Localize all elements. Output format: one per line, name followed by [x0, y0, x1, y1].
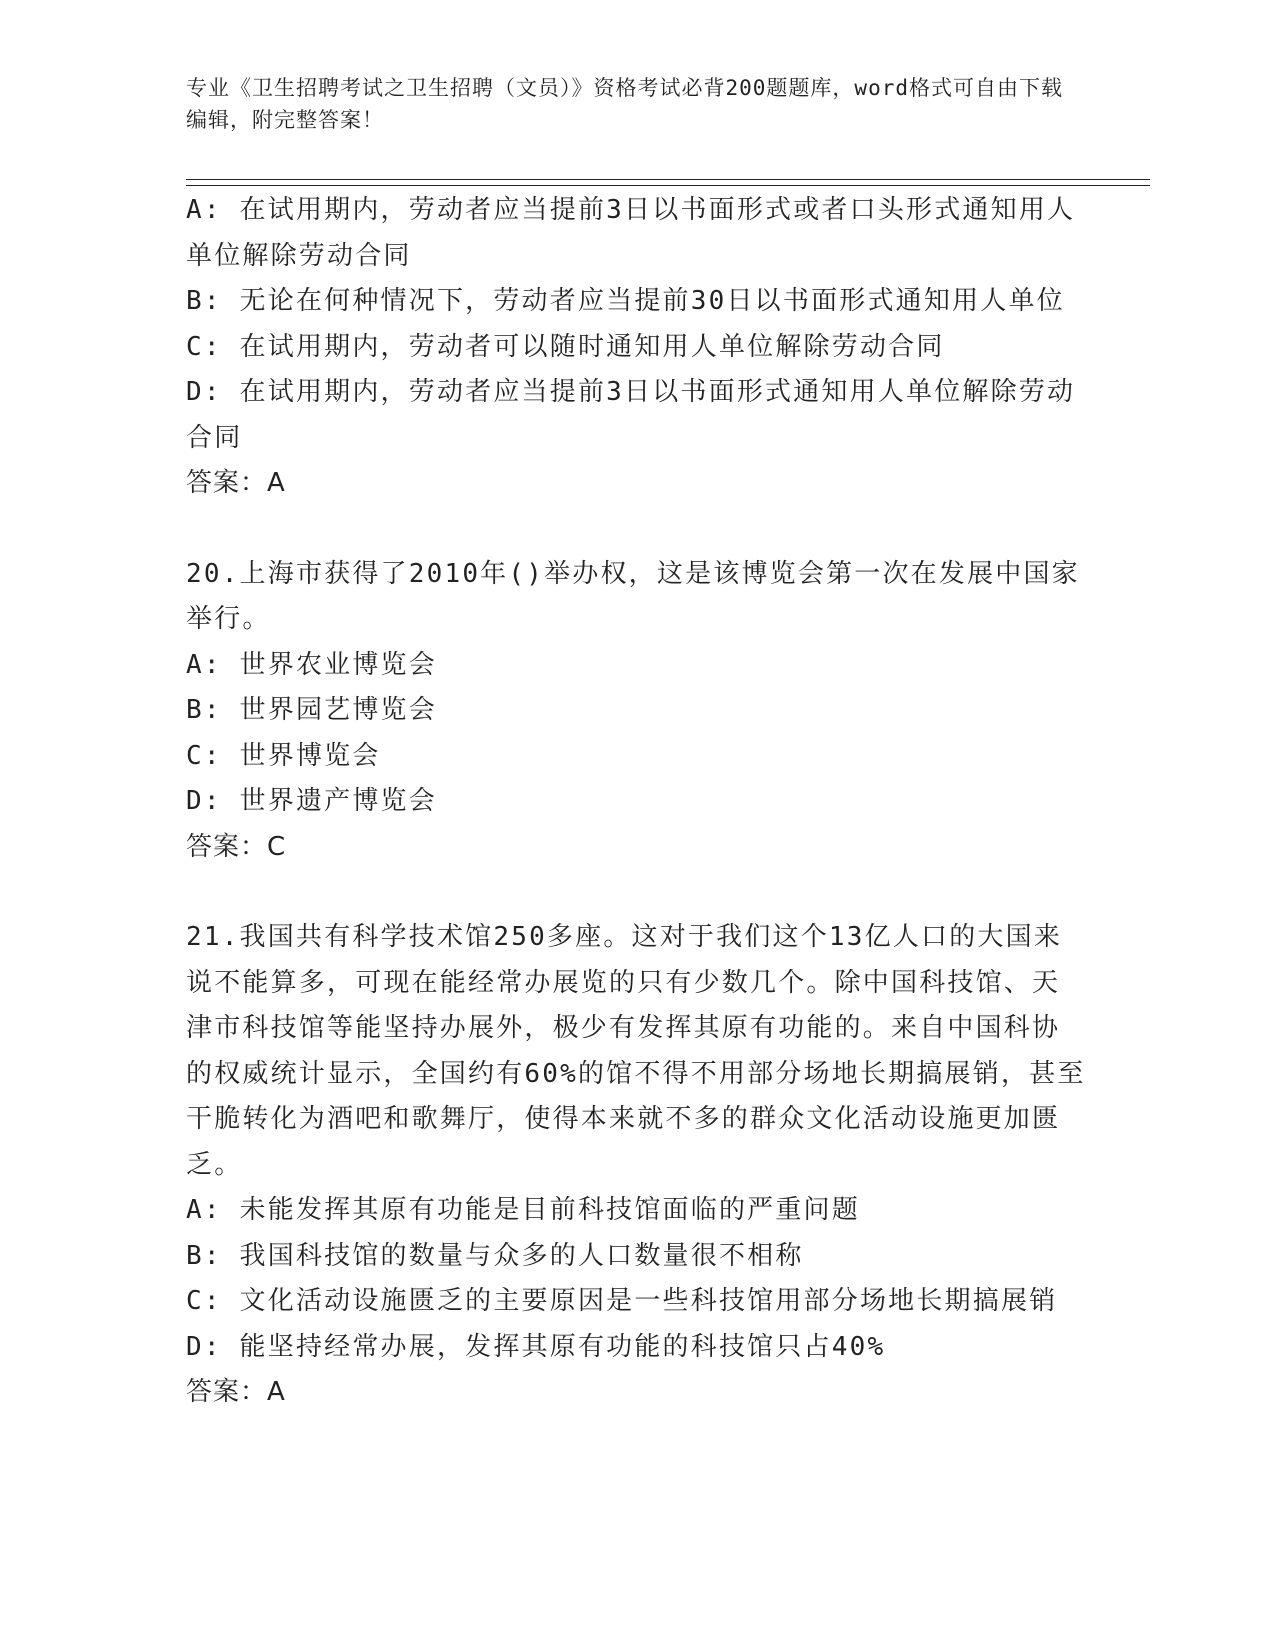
- option-b: B: 无论在何种情况下，劳动者应当提前30日以书面形式通知用人单位: [186, 286, 1065, 316]
- question-content: [186, 188, 1086, 1416]
- question-20-block: [186, 552, 1086, 871]
- option-d: D: 世界遗产博览会: [186, 786, 437, 816]
- option-b: B: 我国科技馆的数量与众多的人口数量很不相称: [186, 1240, 804, 1271]
- option-a: A: 未能发挥其原有功能是目前科技馆面临的严重问题: [186, 1195, 860, 1225]
- option-d: D: 能坚持经常办展，发挥其原有功能的科技馆只占40%: [186, 1331, 886, 1362]
- document-header: 专业《卫生招聘考试之卫生招聘（文员）》资格考试必背200题题库，word格式可自由下载编辑，附完整答案！: [186, 76, 1063, 132]
- answer: 答案：A: [186, 468, 286, 498]
- question-text: 21.我国共有科学技术馆250多座。这对于我们这个13亿人口的大国来说不能算多，可现在能经常办展览的只有少数几个。除中国科技馆、天津市科技馆等能坚持办展外，极少有发挥其原有功能的。来自中国科协的权威统计显示，全国约有60%的馆不得不用部分场地长期搞展销，甚至干脆转化为酒吧和歌舞厅，使得本来就不多的群众文化活动设施更加匮乏。: [186, 922, 1086, 1180]
- spacer: [186, 507, 1086, 552]
- spacer: [186, 870, 1086, 915]
- answer: 答案：A: [186, 1377, 286, 1407]
- answer: 答案：C: [186, 831, 287, 862]
- question-21-block: [186, 915, 1086, 1416]
- option-d: D: 在试用期内，劳动者应当提前3日以书面形式通知用人单位解除劳动合同: [186, 377, 1076, 453]
- header-rule-top: [186, 179, 1150, 180]
- question-19-block: [186, 188, 1086, 507]
- option-c: C: 在试用期内，劳动者可以随时通知用人单位解除劳动合同: [186, 331, 945, 362]
- header-rule-bottom: [186, 185, 1150, 186]
- option-a: A: 在试用期内，劳动者应当提前3日以书面形式或者口头形式通知用人单位解除劳动合同: [186, 195, 1076, 271]
- option-b: B: 世界园艺博览会: [186, 695, 437, 725]
- question-text: 20.上海市获得了2010年()举办权，这是该博览会第一次在发展中国家举行。: [186, 558, 1080, 634]
- option-c: C: 文化活动设施匮乏的主要原因是一些科技馆用部分场地长期搞展销: [186, 1286, 1058, 1316]
- option-a: A: 世界农业博览会: [186, 649, 437, 680]
- option-c: C: 世界博览会: [186, 740, 381, 771]
